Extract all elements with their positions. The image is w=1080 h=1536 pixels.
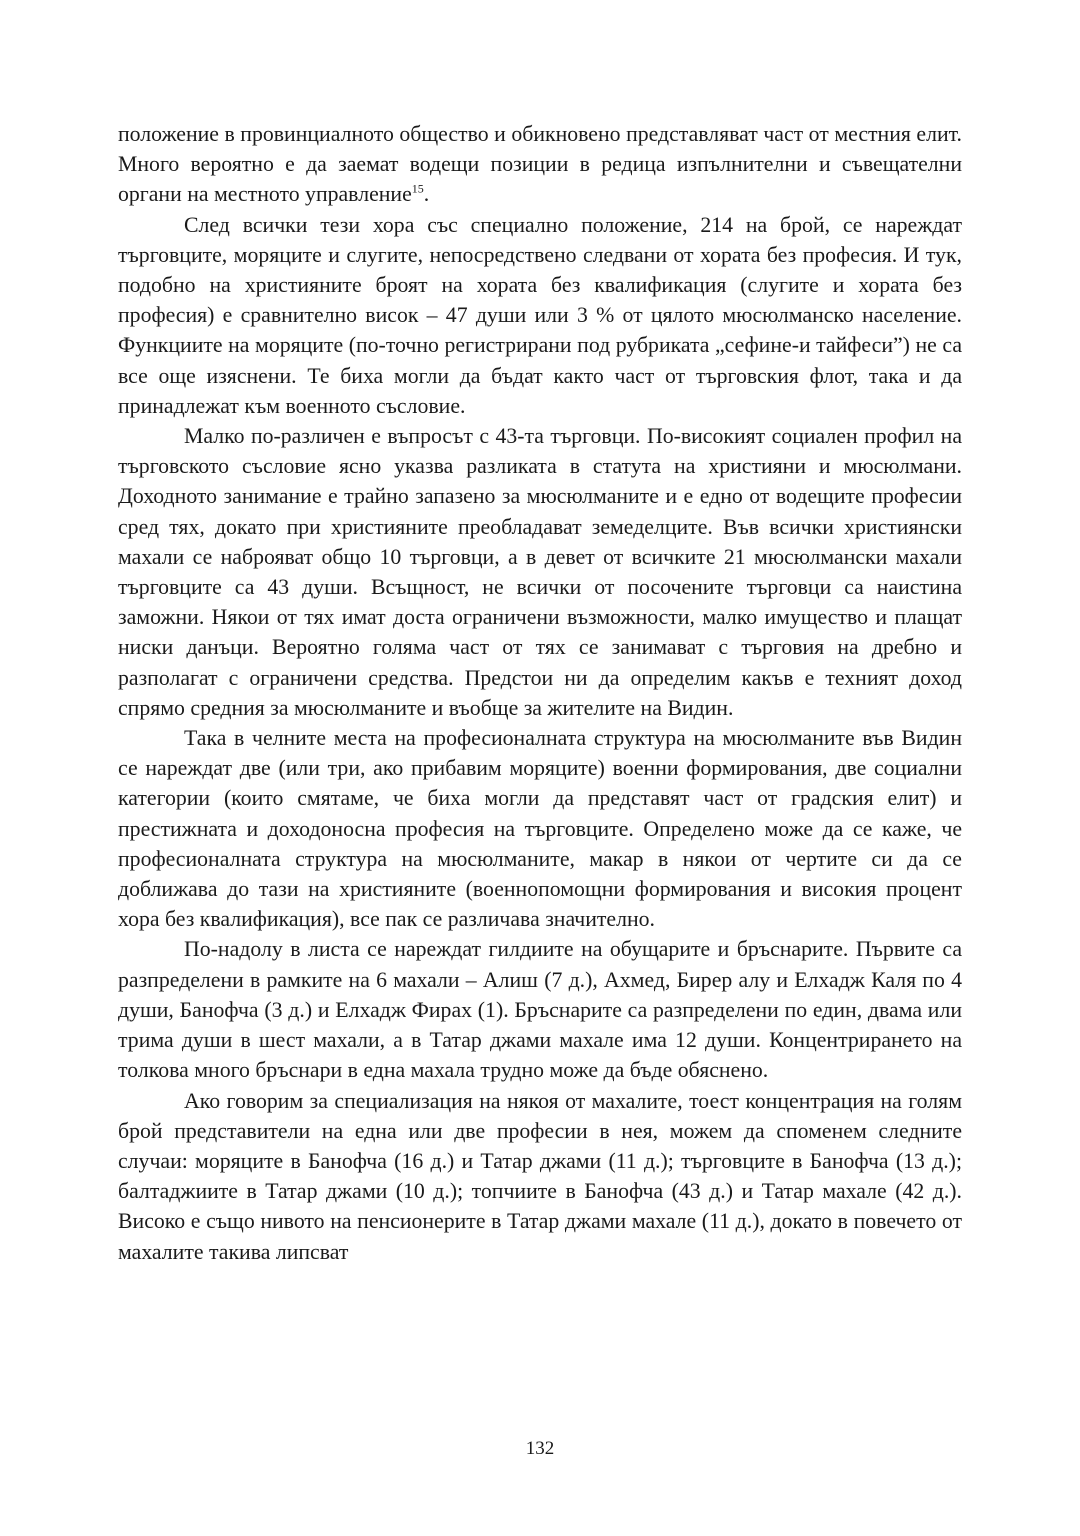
- paragraph-1: [118, 119, 962, 210]
- body-text: [118, 119, 962, 1267]
- paragraph-2: След всички тези хора със специално положение, 214 на брой, се нареждат търговците, моряците и слугите, непосредствено следвани от хората без професия. И тук, подобно на християните броят на хората без квалификация (слугите и хората без професия) е сравнително висок – 47 души или 3 % от цялото мюсюлманско население. Функциите на моряците (по-точно регистрирани под рубриката „сефине-и тайфеси”) не са все още изяснени. Те биха могли да бъдат както част от търговския флот, така и да принадлежат към военното съсловие.: [118, 212, 962, 418]
- paragraph-5: По-надолу в листа се нареждат гилдиите на обущарите и бръснарите. Първите са разпределени в рамките на 6 махали – Алиш (7 д.), Ахмед, Бирер алу и Елхадж Каля по 4 души, Банофча (3 д.) и Елхадж Фирах (1). Бръснарите са разпределени по един, двама или трима души в шест махали, а в Татар джами махале има 12 души. Концентрирането на толкова много бръснари в една махала трудно може да бъде обяснено.: [118, 937, 962, 1083]
- paragraph-4: Така в челните места на професионалната структура на мюсюлманите във Видин се нареждат две (или три, ако прибавим моряците) военни формирования, две социални категории (които смятаме, че биха могли да представят част от градския елит) и престижната и доходоносна професия на търговците. Определено може да се каже, че професионалната структура на мюсюлманите, макар в някои от чертите си да се доближава до тази на християните (военнопомощни формирования и високия процент хора без квалификация), все пак се различава значително.: [118, 726, 962, 932]
- paragraph-6: Ако говорим за специализация на някоя от махалите, тоест концентрация на голям брой представители на една или две професии в нея, можем да споменем следните случаи: моряците в Банофча (16 д.) и Татар джами (11 д.); търговците в Банофча (13 д.); балтаджиите в Татар джами (10 д.); топчиите в Банофча (43 д.) и Татар махале (42 д.). Високо е също нивото на пенсионерите в Татар джами махале (11 д.), докато в повечето от махалите такива липсват: [118, 1088, 962, 1264]
- footnote-reference[interactable]: 15: [411, 182, 424, 197]
- paragraph-1-text: положение в провинциалното общество и обикновено представляват част от местния елит. Много вероятно е да заемат водещи позиции в редица изпълнителни и съвещателни органи на местното управление: [118, 122, 962, 207]
- paragraph-3: Малко по-различен е въпросът с 43-та търговци. По-високият социален профил на търговското съсловие ясно указва разликата в статута на християни и мюсюлмани. Доходното занимание е трайно запазено за мюсюлманите и е едно от водещите професии сред тях, докато при християните преобладават земеделците. Във всички християнски махали се наброяват общо 10 търговци, а в девет от всичките 21 мюсюлмански махали търговците са 43 души. Всъщност, не всички от посочените търговци са наистина заможни. Някои от тях имат доста ограничени възможности, малко имущество и плащат ниски данъци. Вероятно голяма част от тях се занимават с търговия на дребно и разполагат с ограничени средства. Предстои ни да определим какъв е техният доход спрямо средния за мюсюлманите и въобще за жителите на Видин.: [118, 424, 962, 720]
- page-number: 132: [525, 1438, 555, 1459]
- paragraph-1-end: .: [423, 182, 430, 207]
